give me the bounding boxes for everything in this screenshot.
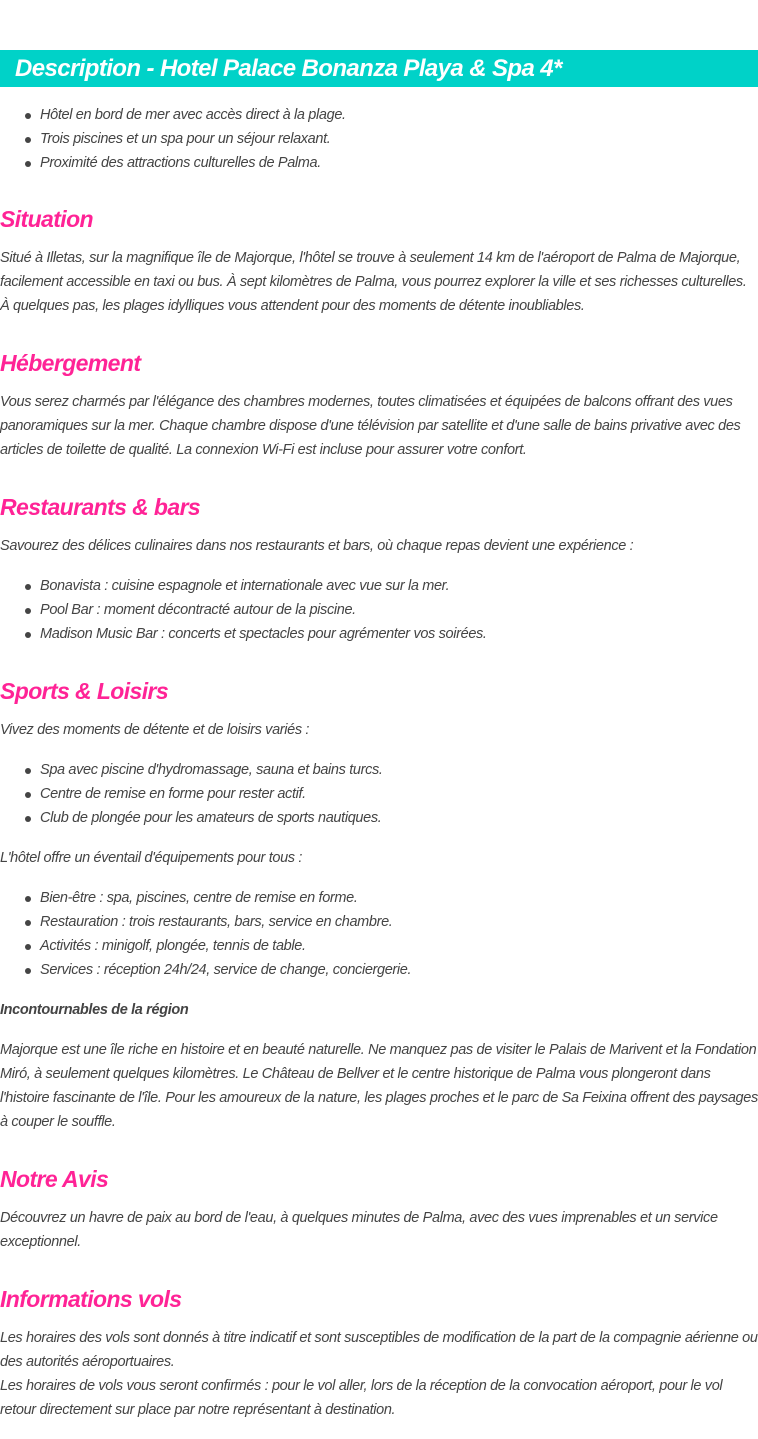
section-restaurants: [0, 492, 758, 646]
section-intro: Vivez des moments de détente et de loisirs variés :: [0, 722, 310, 738]
section-text: Découvrez un havre de paix au bord de l'eau, à quelques minutes de Palma, avec des vues imprenables et un service exceptionnel.: [0, 1210, 718, 1250]
section-avis: [0, 1164, 758, 1254]
list-item: Bonavista : cuisine espagnole et internationale avec vue sur la mer.: [0, 574, 758, 598]
page-title: Description - Hotel Palace Bonanza Playa & Spa 4*: [15, 55, 562, 82]
list-item: Hôtel en bord de mer avec accès direct à la plage.: [0, 103, 758, 127]
section-text: Les horaires de vols vous seront confirmés : pour le vol aller, lors de la réception de la convocation aéroport, pour le vol retour directement sur place par notre représentant à destination.: [0, 1378, 723, 1418]
sports-list: [0, 758, 758, 830]
title-banner: [0, 50, 758, 87]
section-text: Les horaires des vols sont donnés à titre indicatif et sont susceptibles de modification de la part de la compagnie aérienne ou des autorités aéroportuaires.: [0, 1330, 758, 1370]
list-item: Proximité des attractions culturelles de Palma.: [0, 151, 758, 175]
section-hebergement: [0, 348, 758, 462]
section-heading: Informations vols: [0, 1286, 182, 1312]
section-intro: L'hôtel offre un éventail d'équipements pour tous :: [0, 850, 303, 866]
section-heading: Notre Avis: [0, 1166, 109, 1192]
list-item: Club de plongée pour les amateurs de sports nautiques.: [0, 806, 758, 830]
list-item: Bien-être : spa, piscines, centre de remise en forme.: [0, 886, 758, 910]
equipment-list: [0, 886, 758, 982]
section-text: Majorque est une île riche en histoire et en beauté naturelle. Ne manquez pas de visiter le Palais de Marivent et la Fondation Miró, à seulement quelques kilomètres. Le Château de Bellver et le centre historique de Palma vous plongeront dans l'histoire fascinante de l'île. Pour les amoureux de la nature, les plages proches et le parc de Sa Feixina offrent des paysages à couper le souffle.: [0, 1042, 758, 1130]
section-vols: [0, 1284, 758, 1422]
highlights-list: [0, 103, 758, 175]
list-item: Trois piscines et un spa pour un séjour relaxant.: [0, 127, 758, 151]
list-item: Spa avec piscine d'hydromassage, sauna et bains turcs.: [0, 758, 758, 782]
section-heading: Hébergement: [0, 350, 141, 376]
section-text: Vous serez charmés par l'élégance des chambres modernes, toutes climatisées et équipées de balcons offrant des vues panoramiques sur la mer. Chaque chambre dispose d'une télévision par satellite et d'une salle de bains privative avec des articles de toilette de qualité. La connexion Wi-Fi est incluse pour assurer votre confort.: [0, 394, 741, 458]
list-item: Centre de remise en forme pour rester actif.: [0, 782, 758, 806]
list-item: Madison Music Bar : concerts et spectacles pour agrémenter vos soirées.: [0, 622, 758, 646]
section-situation: [0, 204, 758, 318]
subheading: Incontournables de la région: [0, 1002, 189, 1018]
section-intro: Savourez des délices culinaires dans nos restaurants et bars, où chaque repas devient une expérience :: [0, 538, 634, 554]
section-sports: [0, 676, 758, 1134]
list-item: Services : réception 24h/24, service de change, conciergerie.: [0, 958, 758, 982]
list-item: Restauration : trois restaurants, bars, service en chambre.: [0, 910, 758, 934]
list-item: Activités : minigolf, plongée, tennis de table.: [0, 934, 758, 958]
list-item: Pool Bar : moment décontracté autour de la piscine.: [0, 598, 758, 622]
section-heading: Situation: [0, 206, 93, 232]
section-text: Situé à Illetas, sur la magnifique île de Majorque, l'hôtel se trouve à seulement 14 km de l'aéroport de Palma de Majorque, facilement accessible en taxi ou bus. À sept kilomètres de Palma, vous pourrez explorer la ville et ses richesses culturelles. À quelques pas, les plages idylliques vous attendent pour des moments de détente inoubliables.: [0, 250, 747, 314]
section-heading: Restaurants & bars: [0, 494, 201, 520]
restaurants-list: [0, 574, 758, 646]
section-heading: Sports & Loisirs: [0, 678, 169, 704]
